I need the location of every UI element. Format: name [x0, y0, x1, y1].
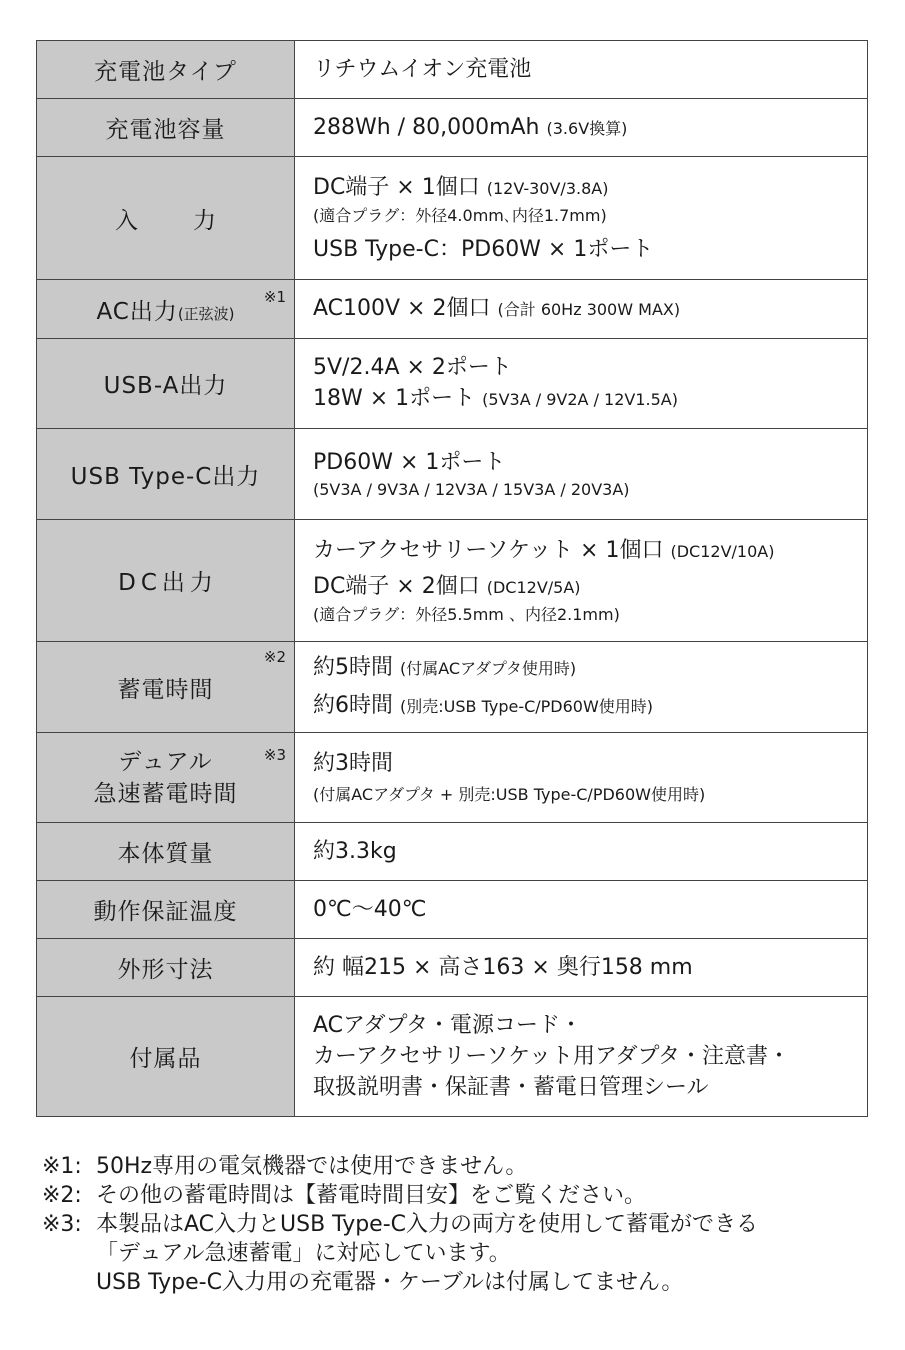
spec-label: 充電池タイプ: [37, 41, 295, 99]
spec-row-usb-a-output: [37, 339, 868, 429]
spec-label: AC出力(正弦波) ※1: [37, 280, 295, 339]
spec-row-ac-output: [37, 280, 868, 339]
spec-value: 約3時間 (付属ACアダプタ + 別売:USB Type-C/PD60W使用時): [295, 733, 868, 823]
spec-label: 動作保証温度: [37, 881, 295, 939]
footnote-2: ※2: その他の蓄電時間は【蓄電時間目安】をご覧ください。: [42, 1183, 647, 1208]
spec-label: 本体質量: [37, 823, 295, 881]
spec-value: 0℃～40℃: [295, 881, 868, 939]
spec-label: 外形寸法: [37, 939, 295, 997]
spec-label: USB-A出力: [37, 339, 295, 429]
spec-row-charge-time: [37, 642, 868, 733]
footnote-3: ※3: 本製品はAC入力とUSB Type-C入力の両方を使用して蓄電ができる 「デュアル急速蓄電」に対応しています。 USB Type-C入力用の充電器・ケーブルは付属してません。: [42, 1212, 759, 1295]
spec-value: 288Wh / 80,000mAh (3.6V換算): [295, 99, 868, 157]
spec-label: 充電池容量: [37, 99, 295, 157]
footnote-1: ※1: 50Hz専用の電気機器では使用できません。: [42, 1154, 528, 1179]
spec-value: PD60W × 1ポート (5V3A / 9V3A / 12V3A / 15V3A / 20V3A): [295, 429, 868, 520]
spec-row-dc-output: [37, 520, 868, 642]
spec-row-input: [37, 157, 868, 280]
spec-row-usb-c-output: [37, 429, 868, 520]
spec-label: 付属品: [37, 997, 295, 1117]
spec-label: 蓄電時間 ※2: [37, 642, 295, 733]
spec-value: DC端子 × 1個口 (12V-30V/3.8A) (適合プラグ：外径4.0mm､内径1.7mm) USB Type-C：PD60W × 1ポート: [295, 157, 868, 280]
spec-table: [36, 40, 868, 1117]
spec-value: 約5時間 (付属ACアダプタ使用時) 約6時間 (別売:USB Type-C/PD60W使用時): [295, 642, 868, 733]
spec-label: USB Type-C出力: [37, 429, 295, 520]
footnote-mark: ※3: [263, 746, 286, 764]
spec-value: 約 幅215 × 高さ163 × 奥行158 mm: [295, 939, 868, 997]
spec-value: 5V/2.4A × 2ポート 18W × 1ポート (5V3A / 9V2A / 12V1.5A): [295, 339, 868, 429]
spec-row-operating-temp: [37, 881, 868, 939]
spec-value: 約3.3kg: [295, 823, 868, 881]
spec-row-battery-type: [37, 41, 868, 99]
spec-label: DC出力: [37, 520, 295, 642]
spec-label: 入 力: [37, 157, 295, 280]
spec-value: ACアダプタ・電源コード・ カーアクセサリーソケット用アダプタ・注意書・ 取扱説明書・保証書・蓄電日管理シール: [295, 997, 868, 1117]
spec-row-accessories: [37, 997, 868, 1117]
spec-row-dual-charge-time: [37, 733, 868, 823]
footnotes: [42, 1152, 872, 1297]
spec-row-weight: [37, 823, 868, 881]
spec-value: AC100V × 2個口 (合計 60Hz 300W MAX): [295, 280, 868, 339]
spec-row-battery-capacity: [37, 99, 868, 157]
spec-value: リチウムイオン充電池: [295, 41, 868, 99]
spec-row-dimensions: [37, 939, 868, 997]
footnote-mark: ※2: [263, 648, 286, 666]
footnote-mark: ※1: [263, 288, 286, 306]
spec-value: カーアクセサリーソケット × 1個口 (DC12V/10A) DC端子 × 2個口 (DC12V/5A) (適合プラグ：外径5.5mm 、内径2.1mm): [295, 520, 868, 642]
spec-label: デュアル 急速蓄電時間 ※3: [37, 733, 295, 823]
